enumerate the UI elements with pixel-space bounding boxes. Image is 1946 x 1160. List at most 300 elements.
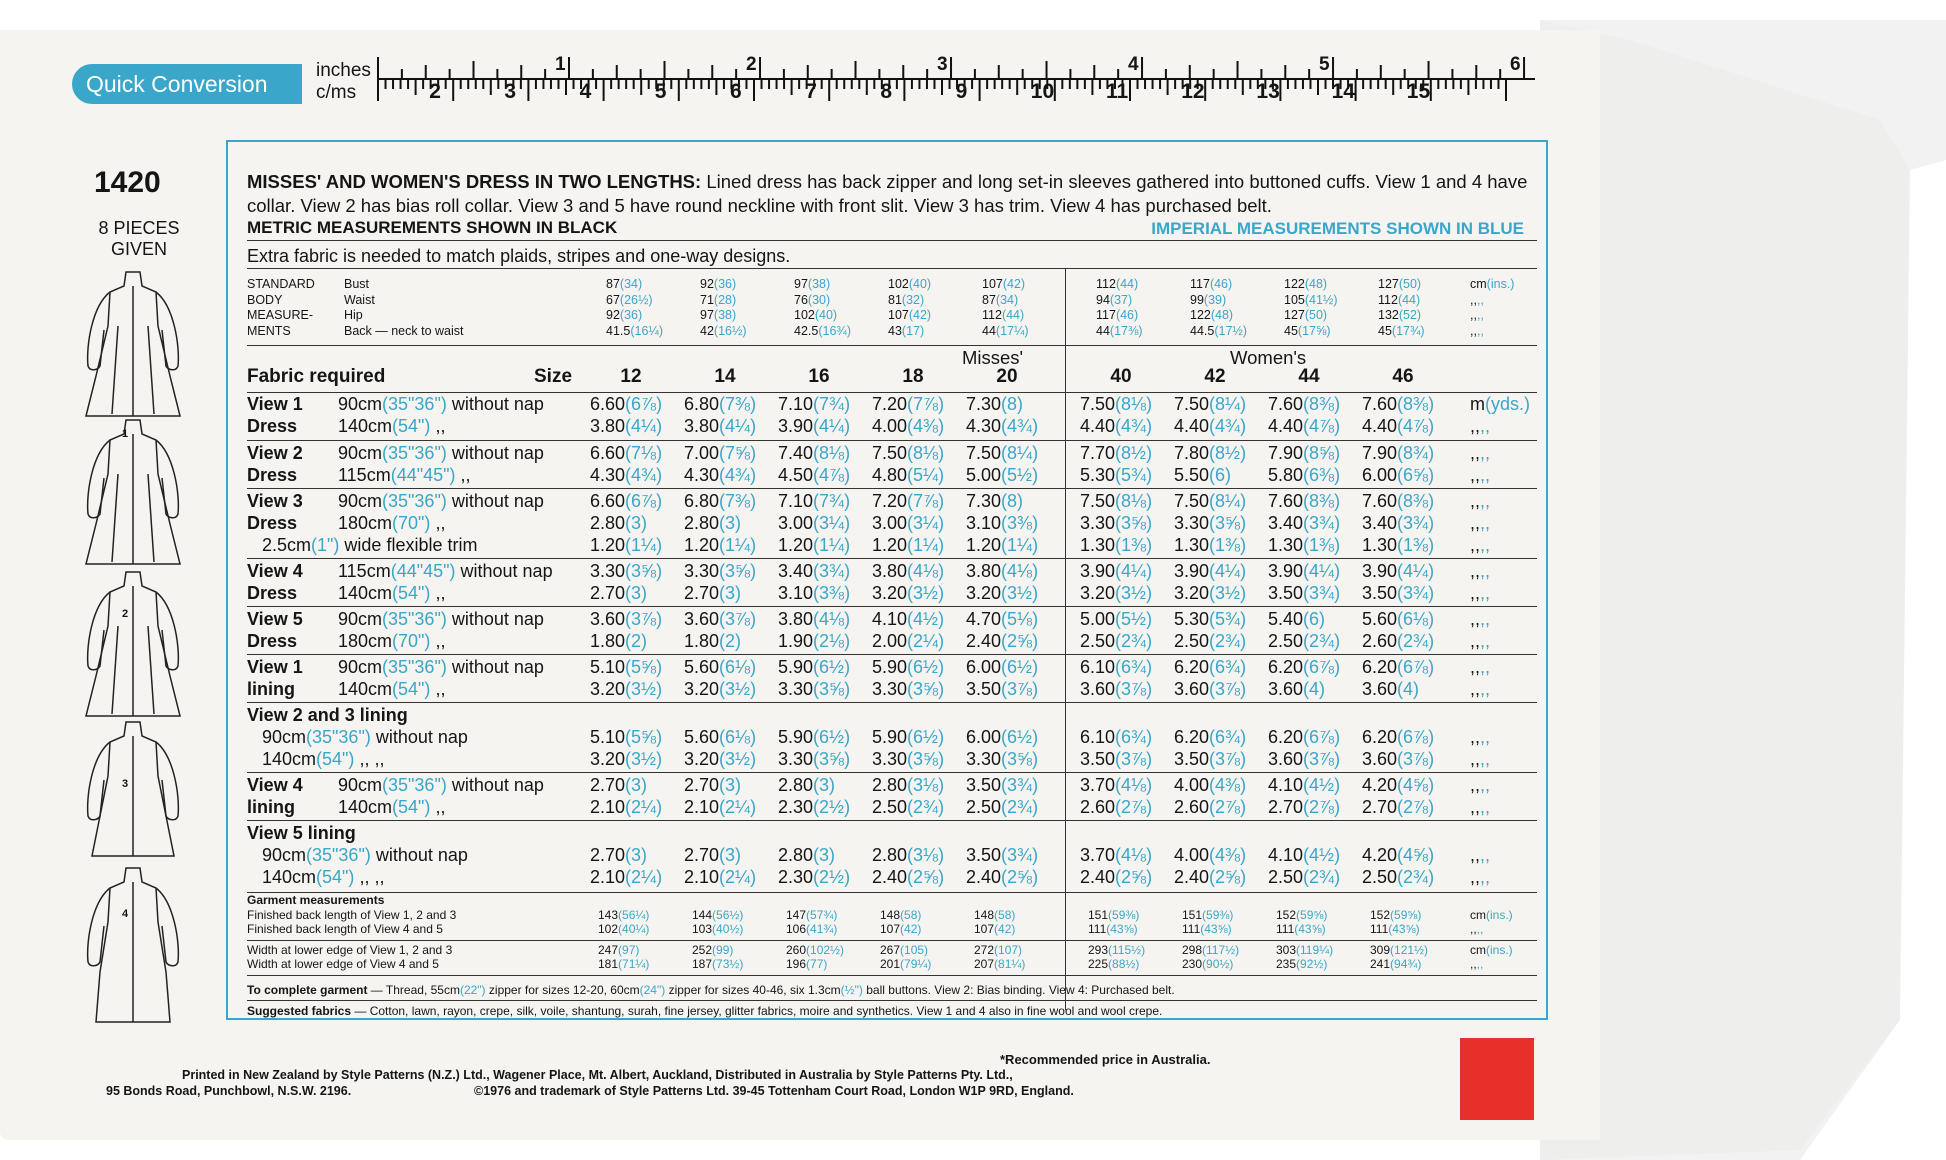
yardage-value (1174, 513, 1246, 534)
standard-body-label: BODY (247, 292, 283, 307)
imperial-value: (4¾) (625, 465, 663, 485)
metric-value: 41.5 (606, 323, 631, 338)
table-divider (247, 488, 1537, 489)
metric-value: 7.50 (1080, 394, 1116, 414)
body-part-label: Back — neck to waist (344, 323, 464, 338)
metric-value: 6.00 (1362, 465, 1398, 485)
garment-measurement-value (974, 957, 1025, 971)
body-measurement (700, 324, 747, 338)
metric-value: 3.50 (966, 775, 1002, 795)
imperial-value: (6½) (813, 657, 851, 677)
imperial-value: (3¾) (1397, 513, 1435, 533)
metric-value: 3.30 (966, 749, 1002, 769)
pieces-given (74, 218, 204, 260)
imperial-value: (88½) (1108, 957, 1140, 971)
imperial-value: (8⅜) (1303, 491, 1341, 511)
metric-value: 2.10 (590, 867, 626, 887)
ruler-inch-number: 5 (1319, 54, 1330, 75)
lining-group-label: View 5 lining (247, 823, 356, 843)
imperial-value: (7¾) (813, 394, 851, 414)
yardage-value (778, 727, 850, 748)
imperial-value: (3½) (625, 679, 663, 699)
imperial-value: (42) (908, 308, 932, 322)
metric-value: 196 (786, 957, 807, 971)
yardage-value (1362, 775, 1434, 796)
metric-value: 230 (1182, 957, 1203, 971)
metric-value: ,, (1470, 513, 1481, 533)
imperial-value: (77) (806, 957, 828, 971)
size-column-header: 44 (1298, 366, 1320, 387)
distributor-address: 95 Bonds Road, Punchbowl, N.S.W. 2196. (106, 1084, 352, 1098)
fabric-width (262, 845, 468, 866)
metric-value: 107 (888, 308, 909, 322)
metric-value: 3.50 (1268, 583, 1304, 603)
metric-value: 303 (1276, 943, 1297, 957)
metric-value: 4.40 (1174, 416, 1210, 436)
imperial-value: (52) (1398, 308, 1422, 322)
metric-value: 6.00 (966, 727, 1002, 747)
table-divider (247, 654, 1537, 655)
fabric-width-metric: 90cm (262, 845, 307, 865)
metric-value: 7.60 (1268, 491, 1304, 511)
yardage-value (872, 845, 944, 866)
metric-value: 144 (692, 908, 713, 922)
nap-note: without nap (446, 609, 544, 629)
imperial-value: (3) (625, 583, 648, 603)
metric-value: 7.90 (1362, 443, 1398, 463)
fabric-width (338, 394, 544, 415)
imperial-value: (8⅛) (1115, 491, 1153, 511)
yardage-value (1362, 631, 1434, 652)
garment-measurement-value (1370, 943, 1428, 957)
imperial-value: (17½) (1214, 323, 1247, 338)
metric-value: 71 (700, 292, 714, 307)
imperial-value: (58) (900, 908, 922, 922)
fabric-width-metric: 140cm (338, 797, 393, 817)
metric-value: 117 (1096, 308, 1116, 322)
yardage-value (872, 513, 944, 534)
imperial-value: (6½) (907, 657, 945, 677)
notions-text: ball buttons. View 2: Bias binding. View 4: Purchased belt. (862, 983, 1175, 997)
metric-value: 3.90 (1080, 561, 1116, 581)
nap-note: ,, ,, (354, 867, 385, 887)
yardage-value (1174, 535, 1246, 556)
metric-value: 2.50 (872, 797, 908, 817)
metric-value: 2.80 (872, 845, 908, 865)
metric-value: 4.30 (590, 465, 626, 485)
extra-fabric-note: Extra fabric is needed to match plaids, stripes and one-way designs. (247, 246, 791, 266)
metric-value: 76 (794, 292, 808, 307)
yardage-value (778, 845, 835, 866)
fabric-width (338, 631, 445, 652)
yardage-value (1268, 583, 1340, 604)
fabric-width (262, 535, 477, 556)
yardage-value (1362, 465, 1434, 486)
imperial-value: (8⅜) (1397, 394, 1435, 414)
imperial-value: (6⅞) (1397, 727, 1435, 747)
metric-value: 235 (1276, 957, 1297, 971)
fabric-width-metric: 90cm (338, 491, 383, 511)
metric-value: 3.80 (872, 561, 908, 581)
metric-value: 105 (1284, 292, 1305, 307)
imperial-value: (4¼) (1115, 561, 1153, 581)
yardage-value (966, 561, 1038, 582)
garment-measurement-value (598, 922, 649, 936)
metric-value: 102 (598, 922, 619, 936)
ruler-cm-number: 15 (1406, 80, 1431, 103)
yardage-value (1268, 797, 1340, 818)
yardage-value (1268, 443, 1340, 464)
yardage-value (1080, 583, 1152, 604)
metric-value: 106 (786, 922, 807, 936)
metric-value: 2.40 (966, 867, 1002, 887)
metric-value: 3.90 (1362, 561, 1398, 581)
imperial-value: (ins.) (1486, 277, 1515, 291)
imperial-value: (73½) (712, 957, 744, 971)
ruler-cm-number: 3 (504, 80, 517, 103)
body-measurement (606, 324, 663, 338)
yardage-unit-ditto (1470, 797, 1490, 818)
imperial-value: (90½) (1202, 957, 1234, 971)
yardage-value (684, 657, 756, 678)
metric-value: ,, (1470, 416, 1481, 436)
imperial-value: (40½) (712, 922, 744, 936)
metric-value: 3.10 (966, 513, 1002, 533)
yardage-value (778, 583, 850, 604)
metric-value: 92 (606, 308, 620, 322)
fabric-width-imperial: (35"36") (382, 443, 447, 463)
imperial-value: (1⅜) (1397, 535, 1435, 555)
table-divider (247, 606, 1537, 607)
view-label: View 2 (247, 443, 303, 463)
yardage-value (1362, 535, 1434, 556)
imperial-value: (3⅝) (1209, 513, 1247, 533)
yardage-value (872, 561, 944, 582)
imperial-value: (4½) (1303, 775, 1341, 795)
metric-value: ,, (1470, 679, 1481, 699)
imperial-value: (4⅝) (1397, 775, 1435, 795)
metric-value: 6.20 (1268, 727, 1304, 747)
metric-value: 2.30 (778, 797, 814, 817)
imperial-value: (1⅜) (1303, 535, 1341, 555)
yardage-value (1362, 416, 1434, 437)
imperial-value: (4½) (907, 609, 945, 629)
metric-value: 3.20 (1080, 583, 1116, 603)
yardage-value (1174, 416, 1246, 437)
imperial-value: (36) (619, 308, 643, 322)
imperial-value: (71¼) (618, 957, 650, 971)
yardage-value (1080, 609, 1152, 630)
metric-value: 2.50 (1080, 631, 1116, 651)
yardage-value (778, 535, 850, 556)
imperial-value: (3⅝) (719, 561, 757, 581)
metric-value: 3.30 (1174, 513, 1210, 533)
imperial-value: (5½) (1115, 609, 1153, 629)
metric-value: 3.70 (1080, 845, 1116, 865)
fabric-width (262, 867, 384, 888)
cms-label: c/ms (316, 82, 357, 103)
yardage-value (966, 845, 1038, 866)
fabric-width-metric: 90cm (338, 394, 383, 414)
imperial-value: (3½) (1115, 583, 1153, 603)
garment-measurement-value (1182, 908, 1233, 922)
view-label: Dress (247, 416, 298, 436)
metric-value: ,, (1470, 775, 1481, 795)
imperial-value: (4⅞) (1397, 416, 1435, 436)
garment-measurement-value (880, 943, 928, 957)
metric-value: 152 (1276, 908, 1297, 922)
metric-value: 6.60 (590, 394, 626, 414)
yardage-value (966, 443, 1038, 464)
garment-measurement-value (598, 943, 639, 957)
yardage-value (684, 443, 756, 464)
body-measurement (888, 324, 924, 338)
imperial-value: (6⅜) (1303, 465, 1341, 485)
metric-value: 293 (1088, 943, 1109, 957)
metric-value: ,, (1470, 465, 1481, 485)
imperial-value: (2⅞) (1115, 797, 1153, 817)
yardage-value (1080, 727, 1152, 748)
table-divider (247, 558, 1537, 559)
metric-value: 1.80 (590, 631, 626, 651)
fabric-width (338, 416, 445, 437)
metric-value: 94 (1096, 292, 1110, 307)
garment-measurement-value (786, 957, 827, 971)
metric-note: METRIC MEASUREMENTS SHOWN IN BLACK (247, 218, 618, 237)
pattern-description (247, 170, 1537, 218)
imperial-value: (3⅞) (1303, 749, 1341, 769)
metric-value: 2.50 (1362, 867, 1398, 887)
size-column-header: 14 (714, 366, 736, 387)
body-measurement (1378, 293, 1420, 307)
metric-value: 4.40 (1080, 416, 1116, 436)
yardage-value (1362, 443, 1434, 464)
imperial-value: (2¾) (1001, 797, 1039, 817)
imperial-value: (38) (713, 308, 737, 322)
yardage-value (966, 465, 1038, 486)
garment-measurement-value (1088, 943, 1145, 957)
metric-value: 3.70 (1080, 775, 1116, 795)
body-measurement (794, 324, 851, 338)
imperial-value: (59⅝) (1390, 908, 1422, 922)
imperial-value: (2⅝) (1209, 867, 1247, 887)
metric-value: ,, (1470, 443, 1481, 463)
metric-value: 6.60 (590, 491, 626, 511)
imperial-value: (3½) (719, 749, 757, 769)
metric-value: 99 (1190, 292, 1204, 307)
metric-value: 2.60 (1080, 797, 1116, 817)
imperial-value: (2¾) (1115, 631, 1153, 651)
metric-value: 7.60 (1362, 491, 1398, 511)
size-label: Size (534, 366, 573, 387)
garment-measurement-value (1370, 922, 1420, 936)
fabric-width-metric: 140cm (262, 749, 317, 769)
divider (247, 240, 1537, 241)
imperial-value: (yds.) (1485, 394, 1530, 414)
imperial-value: (41½) (1304, 292, 1338, 307)
table-divider (247, 702, 1537, 703)
metric-value: 3.90 (778, 416, 814, 436)
metric-value: 5.90 (778, 727, 814, 747)
yardage-value (590, 513, 647, 534)
ruler-cm-number: 14 (1331, 80, 1355, 103)
metric-value: 112 (1096, 277, 1116, 291)
imperial-value: (2⅝) (1001, 631, 1039, 651)
body-unit-ditto (1470, 293, 1484, 307)
imperial-value: (56½) (712, 908, 744, 922)
metric-value: 3.60 (1362, 679, 1398, 699)
yardage-value (590, 657, 662, 678)
garment-unit (1470, 957, 1483, 971)
metric-value: 44 (1096, 323, 1110, 338)
nap-note: ,, (430, 416, 446, 436)
imperial-value: (8) (1001, 394, 1024, 414)
yardage-value (684, 609, 756, 630)
suggested-fabrics-label: Suggested fabrics (247, 1004, 352, 1018)
pattern-description-text: Lined dress has back zipper and long set-in sleeves gathered into buttoned cuffs. View 1 and 4 have collar. View 2 has bias roll collar. View 3 and 5 have round neckline with front slit. View 3 has trim. View 4 has purchased belt. (247, 171, 1528, 216)
imperial-value: (3⅝) (907, 749, 945, 769)
imperial-value: (2¼) (625, 797, 663, 817)
yardage-value (778, 775, 835, 796)
metric-value: 1.90 (778, 631, 814, 651)
imperial-value: (8¾) (1397, 443, 1435, 463)
body-measurement (1378, 308, 1421, 322)
imperial-value: ,, (1476, 292, 1484, 307)
yardage-value (1362, 583, 1434, 604)
metric-value: 3.50 (1080, 749, 1116, 769)
yardage-value (778, 631, 850, 652)
imperial-value: (8⅛) (813, 443, 851, 463)
yardage-value (966, 513, 1038, 534)
suggested-fabrics (247, 1004, 1162, 1018)
metric-value: 3.30 (872, 749, 908, 769)
imperial-value: (4¼) (1303, 561, 1341, 581)
imperial-value: (94¾) (1390, 957, 1422, 971)
metric-value: 6.80 (684, 394, 720, 414)
imperial-value: (3⅞) (625, 609, 663, 629)
yardage-value (684, 749, 756, 770)
imperial-value: (1¼) (1001, 535, 1039, 555)
metric-value: 111 (1088, 922, 1107, 936)
metric-value: 111 (1182, 922, 1201, 936)
imperial-value: (3) (719, 513, 742, 533)
metric-value: ,, (1470, 867, 1481, 887)
imperial-value: (3) (813, 845, 836, 865)
fabric-width-imperial: (35"36") (382, 775, 447, 795)
fabric-width-metric: 2.5cm (262, 535, 312, 555)
imperial-value: ,, (1480, 561, 1491, 581)
fabric-width-metric: 140cm (338, 679, 393, 699)
imperial-value: (3⅞) (1001, 679, 1039, 699)
metric-value: 2.70 (590, 583, 626, 603)
garment-measurement-value (1370, 908, 1421, 922)
metric-value: ,, (1470, 922, 1477, 936)
yardage-value (1268, 631, 1340, 652)
yardage-unit-ditto (1470, 513, 1490, 534)
metric-value: 2.40 (1080, 867, 1116, 887)
garment-measurement-value (786, 908, 837, 922)
imperial-value: (37) (1109, 292, 1133, 307)
yardage-value (1268, 561, 1340, 582)
metric-value: 112 (982, 308, 1002, 322)
yardage-value (1174, 394, 1246, 415)
fabric-width-metric: 115cm (338, 561, 391, 581)
yardage-value (1080, 749, 1152, 770)
body-part-label: Waist (344, 292, 375, 307)
figure-label-4: 4 (122, 908, 129, 920)
metric-value: 5.40 (1268, 609, 1304, 629)
imperial-value: (2⅝) (1115, 867, 1153, 887)
imperial-value: (6½) (1001, 727, 1039, 747)
yardage-value (1174, 583, 1246, 604)
yardage-value (684, 394, 756, 415)
imperial-value: (7¾) (813, 491, 851, 511)
yardage-value (872, 749, 944, 770)
fabric-width (338, 797, 445, 818)
metric-value: ,, (1470, 491, 1481, 511)
imperial-value: (2¾) (1303, 631, 1341, 651)
nap-note: ,, ,, (354, 749, 385, 769)
imperial-value: (4¼) (625, 416, 663, 436)
imperial-value: (2⅛) (813, 631, 851, 651)
fabric-width-imperial: (35"36") (306, 845, 371, 865)
imperial-value: (ins.) (1486, 943, 1513, 957)
fabric-width-metric: 90cm (338, 609, 383, 629)
yardage-value (778, 797, 850, 818)
metric-value: 97 (700, 308, 714, 322)
garment-measurement-value (786, 943, 844, 957)
metric-value: 111 (1370, 922, 1389, 936)
imperial-value: (2¼) (907, 631, 945, 651)
imperial-value: (3½) (907, 583, 945, 603)
metric-value: 2.60 (1174, 797, 1210, 817)
metric-value: 5.60 (684, 657, 720, 677)
imperial-value: (2¾) (1397, 867, 1435, 887)
imperial-value: (121½) (1390, 943, 1429, 957)
metric-value: 44.5 (1190, 323, 1215, 338)
yardage-value (966, 797, 1038, 818)
yardage-unit-ditto (1470, 867, 1490, 888)
yardage-value (590, 679, 662, 700)
yardage-value (1174, 679, 1246, 700)
imperial-value: (4¾) (1115, 416, 1153, 436)
metric-value: 3.40 (778, 561, 814, 581)
metric-value: 4.10 (1268, 775, 1304, 795)
nap-note: without nap (446, 491, 544, 511)
table-divider (247, 940, 1537, 941)
imperial-value: ,, (1480, 631, 1491, 651)
yardage-value (1268, 394, 1340, 415)
body-part-label: Bust (344, 277, 370, 291)
yardage-value (1268, 416, 1340, 437)
imperial-value: (8½) (1115, 443, 1153, 463)
metric-value: 7.80 (1174, 443, 1210, 463)
imperial-value: (6⅞) (625, 491, 663, 511)
metric-value: 2.40 (1174, 867, 1210, 887)
metric-value: 147 (786, 908, 807, 922)
yardage-value (1174, 609, 1246, 630)
garment-measurement-value (598, 957, 649, 971)
metric-value: 3.80 (966, 561, 1002, 581)
metric-value: 2.50 (1268, 867, 1304, 887)
metric-value: 298 (1182, 943, 1203, 957)
view-label: Dress (247, 465, 298, 485)
body-measurement (1284, 277, 1327, 291)
yardage-value (872, 679, 944, 700)
metric-value: 4.00 (1174, 775, 1210, 795)
table-divider (247, 892, 1537, 893)
imperial-value: (34) (995, 292, 1019, 307)
